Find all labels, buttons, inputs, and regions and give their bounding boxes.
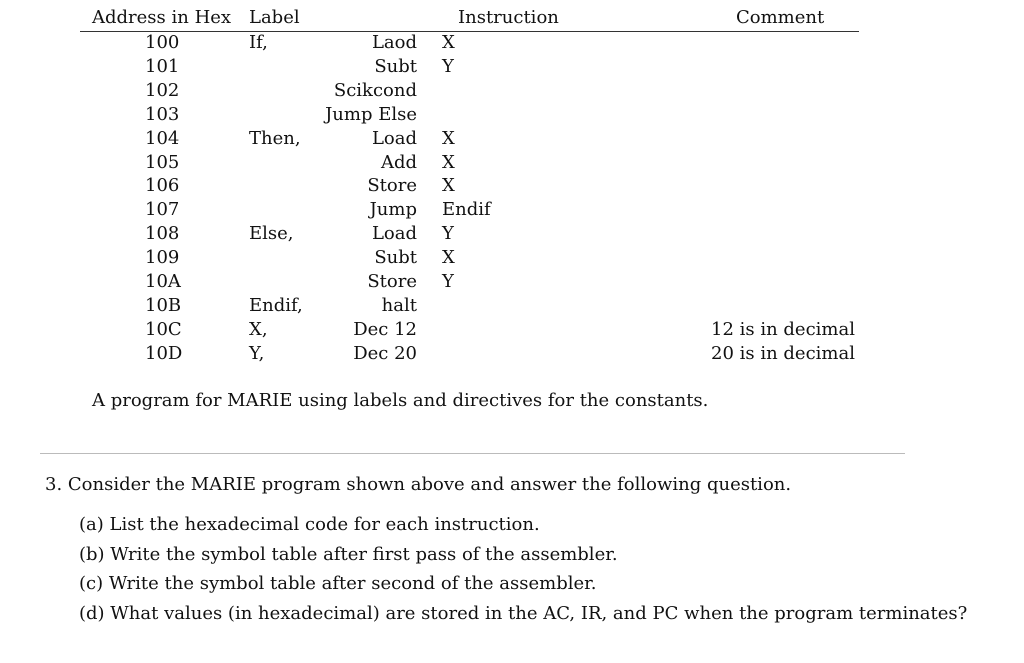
- opcode-cell: halt: [381, 294, 417, 316]
- operand-cell: Y: [442, 271, 454, 292]
- operand-cell: X: [442, 32, 455, 53]
- opcode-cell: Laod: [371, 32, 417, 53]
- label-cell: Else,: [249, 223, 294, 245]
- label-cell: Then,: [249, 127, 301, 149]
- header-label: Label: [249, 7, 300, 28]
- opcode-cell: Scikcond: [333, 79, 417, 101]
- table-row: [0, 104, 1024, 128]
- table-row: [0, 128, 1024, 152]
- opcode-cell: Dec 12: [353, 318, 417, 340]
- label-cell: Endif,: [249, 294, 303, 316]
- address-cell: 10C: [145, 318, 182, 340]
- label-cell: Y,: [249, 342, 265, 364]
- question-part-c: (c) Write the symbol table after second of the assembler.: [79, 573, 597, 594]
- opcode-cell: Jump Else: [325, 103, 417, 125]
- operand-cell: Y: [442, 223, 454, 245]
- question-part-a: (a) List the hexadecimal code for each instruction.: [79, 514, 540, 535]
- table-row: [0, 199, 1024, 223]
- table-row: [0, 319, 1024, 343]
- address-cell: 109: [145, 247, 180, 269]
- address-cell: 108: [145, 223, 180, 245]
- table-row: [0, 175, 1024, 199]
- address-cell: 104: [145, 127, 180, 149]
- question-part-d: (d) What values (in hexadecimal) are stored in the AC, IR, and PC when the program terminates?: [79, 603, 968, 624]
- comment-cell: 20 is in decimal: [711, 342, 855, 364]
- table-row: [0, 247, 1024, 271]
- question-text: 3. Consider the MARIE program shown above and answer the following question.: [45, 474, 792, 495]
- table-row: [0, 56, 1024, 80]
- header-comment: Comment: [736, 7, 825, 28]
- address-cell: 107: [145, 199, 180, 221]
- table-row: [0, 223, 1024, 247]
- operand-cell: X: [442, 247, 455, 269]
- opcode-cell: Add: [380, 151, 417, 173]
- operand-cell: X: [442, 175, 455, 197]
- address-cell: 106: [145, 175, 180, 197]
- table-row: [0, 295, 1024, 319]
- table-row: [0, 80, 1024, 104]
- address-cell: 10A: [145, 271, 181, 292]
- address-cell: 10B: [145, 294, 182, 316]
- table-row: [0, 152, 1024, 176]
- opcode-cell: Load: [371, 223, 417, 245]
- operand-cell: X: [442, 127, 455, 149]
- comment-cell: 12 is in decimal: [711, 318, 855, 340]
- question-part-b: (b) Write the symbol table after first pass of the assembler.: [79, 544, 618, 565]
- opcode-cell: Load: [371, 127, 417, 149]
- operand-cell: Endif: [442, 199, 491, 221]
- address-cell: 10D: [145, 342, 183, 364]
- address-cell: 103: [145, 103, 180, 125]
- address-cell: 100: [145, 32, 180, 53]
- opcode-cell: Jump: [369, 199, 417, 221]
- table-row: [0, 343, 1024, 367]
- address-cell: 102: [145, 79, 180, 101]
- table-caption: A program for MARIE using labels and directives for the constants.: [92, 390, 709, 411]
- operand-cell: X: [442, 151, 455, 173]
- address-cell: 105: [145, 151, 180, 173]
- opcode-cell: Store: [367, 175, 417, 197]
- table-row: [0, 32, 1024, 56]
- section-divider: [40, 453, 905, 454]
- label-cell: X,: [249, 318, 268, 340]
- header-address: Address in Hex: [92, 7, 232, 28]
- operand-cell: Y: [442, 55, 454, 77]
- opcode-cell: Store: [367, 271, 417, 292]
- opcode-cell: Subt: [374, 247, 417, 269]
- address-cell: 101: [145, 55, 180, 77]
- header-instruction: Instruction: [458, 7, 559, 28]
- table-row: [0, 271, 1024, 295]
- label-cell: If,: [249, 32, 268, 53]
- opcode-cell: Dec 20: [353, 342, 417, 364]
- opcode-cell: Subt: [374, 55, 417, 77]
